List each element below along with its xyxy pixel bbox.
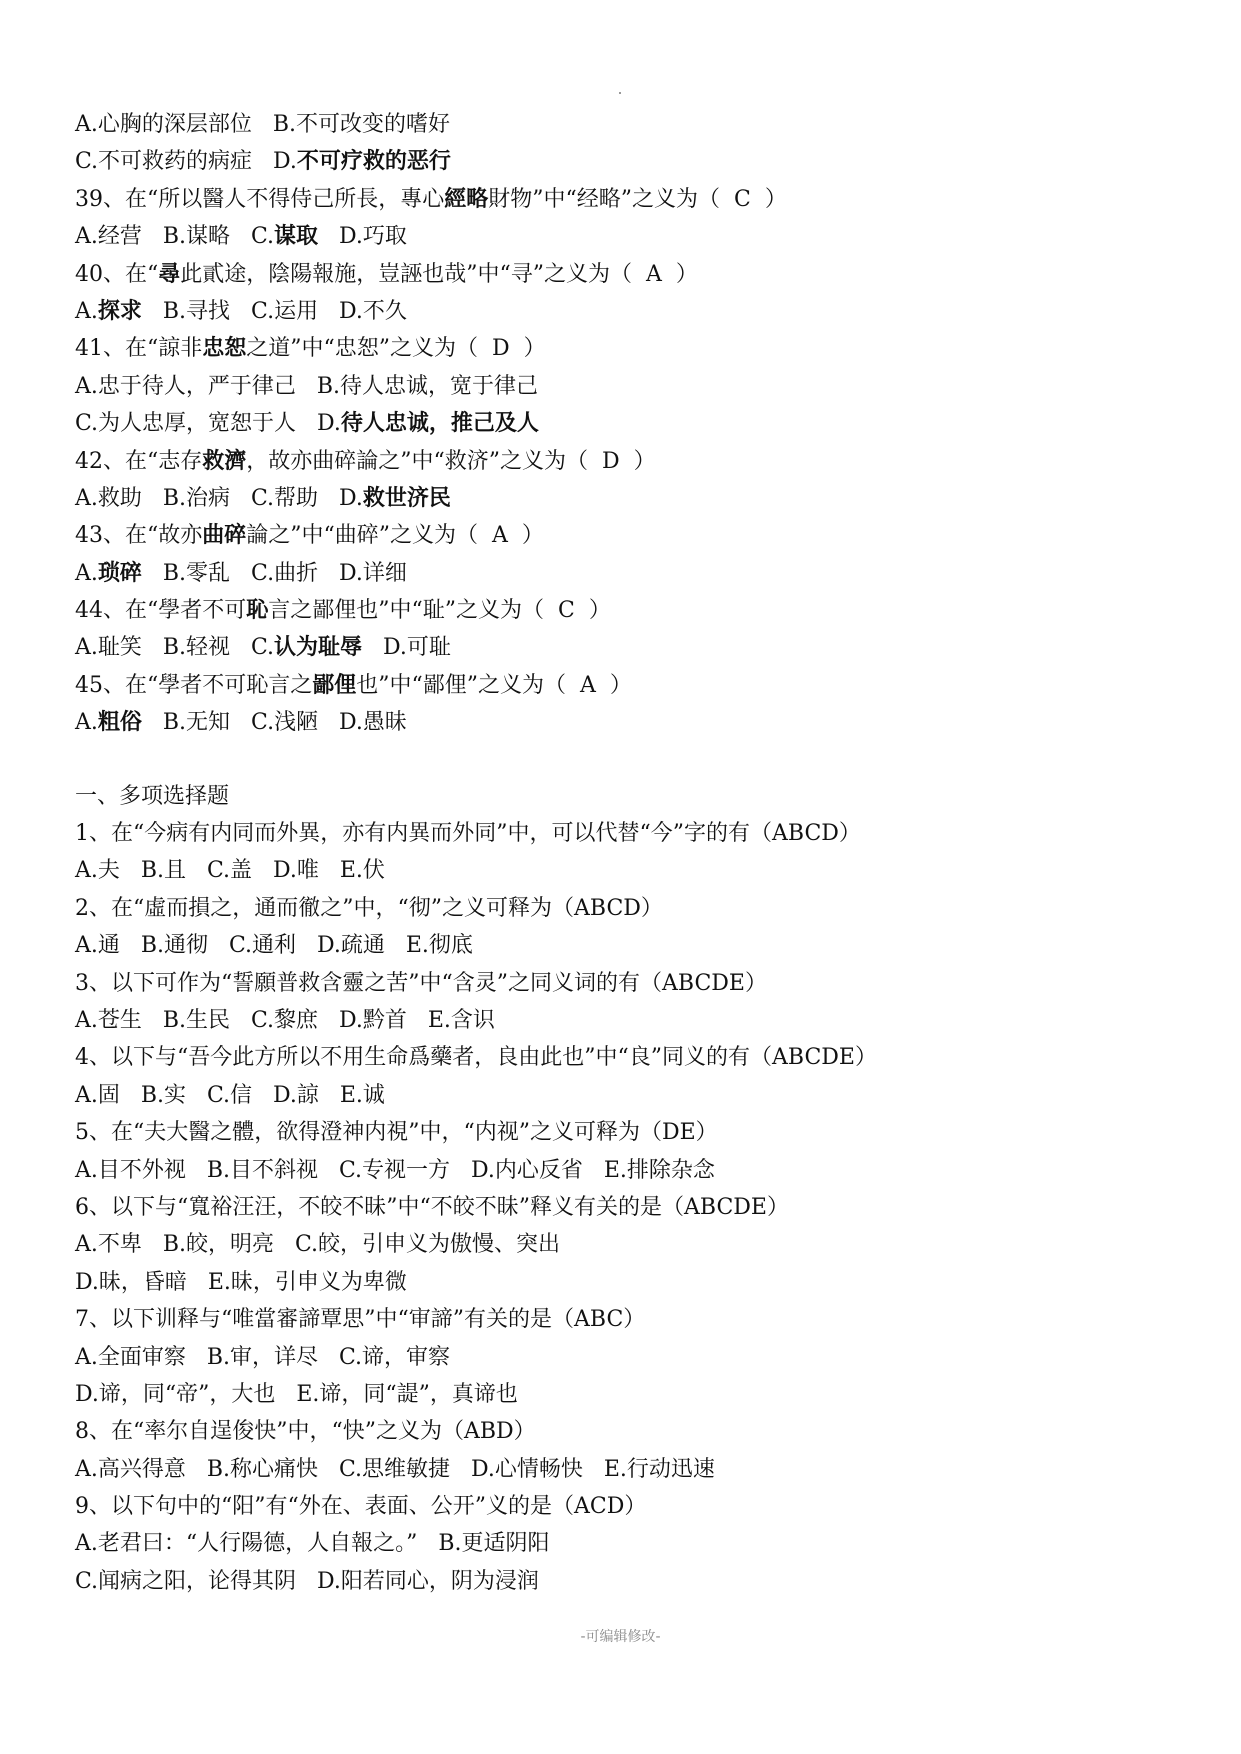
bold-answer-text: 曲碎 (202, 522, 247, 549)
text-line (75, 667, 1175, 704)
text-line (75, 1488, 1175, 1525)
line-text: 一、多项选择题 (75, 783, 230, 809)
line-text: 7、以下训释与“唯當審諦覃思”中“审諦”有关的是（ABC） (75, 1307, 646, 1333)
text-line (75, 1376, 1175, 1413)
text-line (75, 443, 1175, 480)
line-text: 40、在“ (75, 261, 159, 287)
text-line (75, 815, 1175, 852)
line-text: 3、以下可作为“誓願普救含靈之苦”中“含灵”之同义词的有（ABCDE） (75, 970, 767, 996)
line-text: A.救助 B.治病 C.帮助 D. (75, 485, 363, 511)
line-text: A.通 B.通彻 C.通利 D.疏通 E.彻底 (75, 933, 473, 959)
bold-answer-text: 尋 (158, 260, 181, 287)
bold-answer-text: 忠恕 (202, 335, 247, 362)
text-line (75, 517, 1175, 554)
line-text: 6、以下与“寬裕汪汪，不皎不昧”中“不皎不昧”释义有关的是（ABCDE） (75, 1194, 789, 1220)
line-text: D.巧取 (318, 224, 407, 250)
text-line (75, 1264, 1175, 1301)
bold-answer-text: 待人忠诚，推己及人 (340, 410, 539, 437)
line-text: A.经营 B.谋略 C. (75, 224, 275, 250)
line-text: 41、在“諒非 (75, 336, 203, 362)
text-line (75, 1525, 1175, 1562)
line-text: B.寻找 C.运用 D.不久 (141, 298, 407, 324)
text-line (75, 218, 1175, 255)
text-line (75, 1077, 1175, 1114)
line-text: D.谛，同“帝”，大也 E.谛，同“諟”，真谛也 (75, 1381, 518, 1407)
line-text: B.零乱 C.曲折 D.详细 (141, 560, 407, 586)
line-text: 39、在“所以醫人不得侍己所長，專心 (75, 186, 445, 212)
line-text: A.固 B.实 C.信 D.諒 E.诚 (75, 1082, 385, 1108)
section-gap (75, 742, 1175, 778)
text-line (75, 1301, 1175, 1338)
text-line (75, 293, 1175, 330)
line-text: 財物”中“经略”之义为（ C ） (488, 186, 787, 212)
bold-answer-text: 鄙俚 (312, 671, 357, 698)
text-line (75, 1226, 1175, 1263)
text-line (75, 181, 1175, 218)
text-line (75, 704, 1175, 741)
line-text: D.可耻 (362, 635, 451, 661)
bold-answer-text: 經略 (444, 185, 489, 212)
bold-answer-text: 不可疗救的恶行 (296, 148, 451, 175)
line-text: C.为人忠厚，宽恕于人 D. (75, 411, 341, 437)
line-text: 9、以下句中的“阳”有“外在、表面、公开”义的是（ACD） (75, 1494, 647, 1520)
line-text: 8、在“率尔自逞俊快”中，“快”之义为（ABD） (75, 1419, 536, 1445)
line-text: A. (75, 710, 98, 736)
line-text: 此貳途，陰陽報施，豈誣也哉”中“寻”之义为（ A ） (180, 261, 698, 287)
text-line (75, 106, 1175, 143)
bold-answer-text: 恥 (246, 597, 269, 624)
document-body (75, 106, 1175, 1600)
line-text: 2、在“虛而損之，通而徹之”中，“彻”之义可释为（ABCD） (75, 895, 663, 921)
text-line (75, 1002, 1175, 1039)
line-text: 也”中“鄙俚”之义为（ A ） (356, 672, 632, 698)
line-text: A. (75, 298, 98, 324)
text-line (75, 143, 1175, 180)
line-text: 44、在“學者不可 (75, 598, 247, 624)
line-text: A. (75, 560, 98, 586)
text-line (75, 965, 1175, 1002)
bold-answer-text: 救世济民 (362, 484, 451, 511)
text-line (75, 1039, 1175, 1076)
line-text: A.老君曰：“人行陽德，人自報之。” B.更适阴阳 (75, 1531, 550, 1557)
text-line (75, 555, 1175, 592)
line-text: A.目不外视 B.目不斜视 C.专视一方 D.内心反省 E.排除杂念 (75, 1157, 715, 1183)
line-text: 言之鄙俚也”中“耻”之义为（ C ） (268, 598, 611, 624)
line-text: C.不可救药的病症 D. (75, 149, 297, 175)
text-line (75, 852, 1175, 889)
text-line (75, 1189, 1175, 1226)
bold-answer-text: 认为耻辱 (274, 634, 363, 661)
line-text: A.不卑 B.皎，明亮 C.皎，引申义为傲慢、突出 (75, 1232, 561, 1258)
line-text: 45、在“學者不可恥言之 (75, 672, 313, 698)
line-text: 4、以下与“吾今此方所以不用生命爲藥者，良由此也”中“良”同义的有（ABCDE） (75, 1045, 877, 1071)
line-text: D.昧，昏暗 E.昧，引申义为卑微 (75, 1269, 407, 1295)
text-line (75, 330, 1175, 367)
text-line (75, 1114, 1175, 1151)
text-line (75, 927, 1175, 964)
page-footer: -可编辑修改- (580, 1629, 661, 1645)
text-line (75, 629, 1175, 666)
bold-answer-text: 粗俗 (97, 709, 142, 736)
text-line (75, 1413, 1175, 1450)
line-text: 1、在“今病有内同而外異，亦有内異而外同”中，可以代替“今”字的有（ABCD） (75, 821, 861, 847)
text-line (75, 778, 1175, 815)
text-line (75, 1152, 1175, 1189)
line-text: A.心胸的深层部位 B.不可改变的嗜好 (75, 112, 451, 137)
text-line (75, 256, 1175, 293)
line-text: 之道”中“忠恕”之义为（ D ） (246, 336, 546, 362)
line-text: ，故亦曲碎論之”中“救济”之义为（ D ） (246, 448, 656, 474)
bold-answer-text: 探求 (97, 297, 142, 324)
text-line (75, 1339, 1175, 1376)
line-text: A.全面审察 B.审，详尽 C.谛，审察 (75, 1344, 451, 1370)
bold-answer-text: 琐碎 (97, 559, 142, 586)
line-text: 5、在“夫大醫之體，欲得澄神内視”中，“内视”之义可释为（DE） (75, 1120, 718, 1146)
line-text: A.耻笑 B.轻视 C. (75, 635, 275, 661)
line-text: 42、在“志存 (75, 448, 203, 474)
text-line (75, 480, 1175, 517)
line-text: B.无知 C.浅陋 D.愚昧 (141, 710, 407, 736)
line-text: 43、在“故亦 (75, 523, 203, 549)
text-line (75, 592, 1175, 629)
text-line (75, 405, 1175, 442)
scan-speck (619, 92, 621, 94)
line-text: 論之”中“曲碎”之义为（ A ） (246, 523, 544, 549)
line-text: A.苍生 B.生民 C.黎庶 D.黔首 E.含识 (75, 1007, 495, 1033)
text-line (75, 1451, 1175, 1488)
bold-answer-text: 救濟 (202, 447, 247, 474)
text-line (75, 368, 1175, 405)
line-text: A.夫 B.且 C.盖 D.唯 E.伏 (75, 858, 385, 884)
line-text: C.闻病之阳，论得其阴 D.阳若同心，阴为浸润 (75, 1568, 539, 1594)
line-text: A.高兴得意 B.称心痛快 C.思维敏捷 D.心情畅快 E.行动迅速 (75, 1456, 715, 1482)
text-line (75, 1563, 1175, 1600)
line-text: A.忠于待人，严于律己 B.待人忠诚，宽于律己 (75, 373, 539, 399)
text-line (75, 890, 1175, 927)
bold-answer-text: 谋取 (274, 223, 319, 250)
